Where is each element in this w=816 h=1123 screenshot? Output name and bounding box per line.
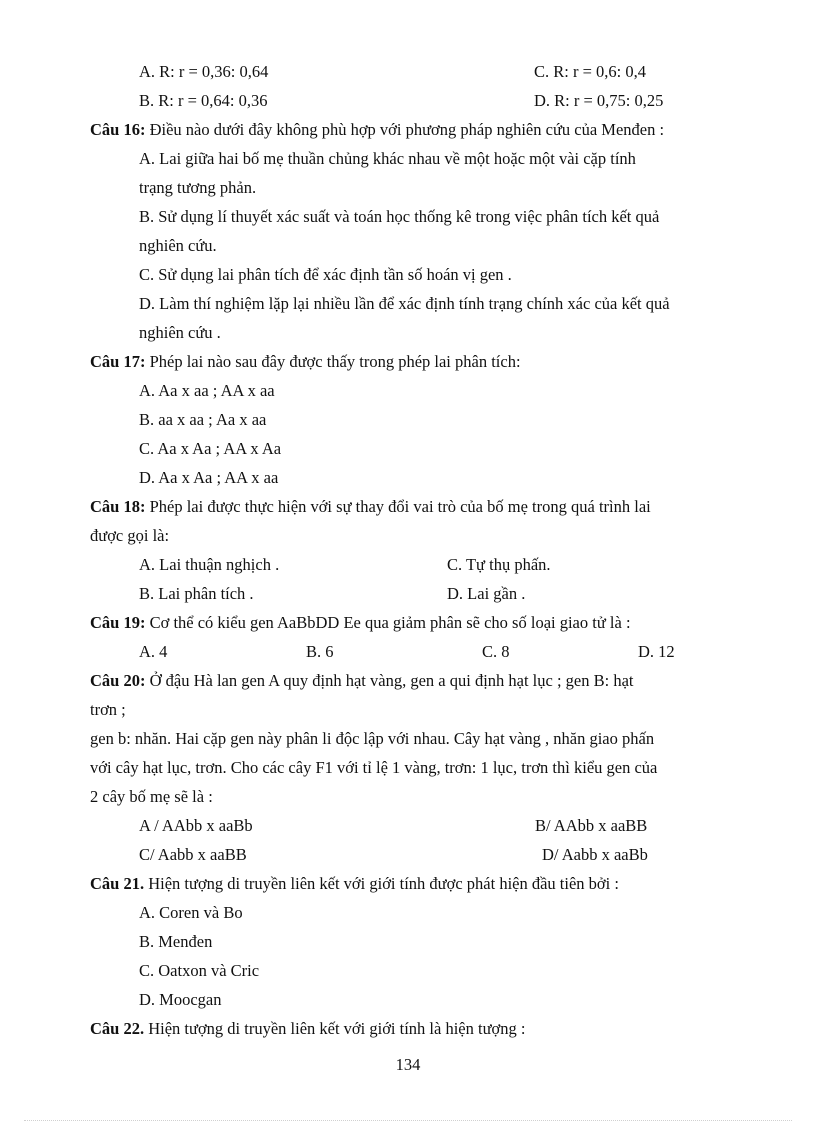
q18-option-b: B. Lai phân tích . (139, 584, 254, 603)
q17-text: Phép lai nào sau đây được thấy trong phép lai phân tích: (145, 352, 521, 371)
q18-option-a: A. Lai thuận nghịch . (139, 555, 280, 574)
q17-option-a: A. Aa x aa ; AA x aa (139, 381, 275, 400)
q16-option-a-line2: trạng tương phản. (139, 178, 257, 197)
q19-option-a: A. 4 (139, 642, 168, 661)
q15-option-d: D. R: r = 0,75: 0,25 (534, 91, 664, 110)
q18-option-c: C. Tự thụ phấn. (447, 555, 551, 574)
q19-number: Câu 19: (90, 613, 146, 632)
q20-option-a: A / AAbb x aaBb (139, 816, 253, 835)
q19-text: Cơ thể có kiểu gen AaBbDD Ee qua giảm phân sẽ cho số loại giao tử là : (145, 613, 631, 632)
q22-text: Hiện tượng di truyền liên kết với giới tính là hiện tượng : (144, 1019, 526, 1038)
q19-option-b: B. 6 (306, 642, 334, 661)
q20-option-d: D/ Aabb x aaBb (542, 845, 648, 864)
q20-option-c: C/ Aabb x aaBB (139, 845, 247, 864)
q16-option-a-line1: A. Lai giữa hai bố mẹ thuần chủng khác nhau về một hoặc một vài cặp tính (139, 149, 636, 168)
q17-option-c: C. Aa x Aa ; AA x Aa (139, 439, 282, 458)
q19-stem (90, 613, 631, 633)
q21-option-d: D. Moocgan (139, 990, 222, 1009)
q21-option-c: C. Oatxon và Cric (139, 961, 260, 980)
page-number: 134 (395, 1055, 421, 1074)
q20-text-line1: Ở đậu Hà lan gen A quy định hạt vàng, gen a qui định hạt lục ; gen B: hạt (145, 671, 634, 690)
q18-text-line1: Phép lai được thực hiện với sự thay đổi vai trò của bố mẹ trong quá trình lai (145, 497, 651, 516)
q16-option-b-line2: nghiên cứu. (139, 236, 217, 255)
q21-stem (90, 874, 619, 894)
q21-number: Câu 21. (90, 874, 145, 893)
q21-text: Hiện tượng di truyền liên kết với giới tính được phát hiện đầu tiên bởi : (144, 874, 619, 893)
q15-option-c: C. R: r = 0,6: 0,4 (534, 62, 646, 81)
q18-text-line2: được gọi là: (90, 526, 170, 545)
q15-option-b: B. R: r = 0,64: 0,36 (139, 91, 268, 110)
q20-option-b: B/ AAbb x aaBB (535, 816, 648, 835)
q16-number: Câu 16: (90, 120, 146, 139)
q16-stem (90, 120, 664, 140)
q17-option-b: B. aa x aa ; Aa x aa (139, 410, 267, 429)
q21-option-a: A. Coren và Bo (139, 903, 243, 922)
q18-option-d: D. Lai gần . (447, 584, 526, 603)
q20-stem (90, 671, 634, 691)
q16-option-d-line1: D. Làm thí nghiệm lặp lại nhiều lần để xác định tính trạng chính xác của kết quả (139, 294, 670, 313)
q16-option-c: C. Sử dụng lai phân tích để xác định tần số hoán vị gen . (139, 265, 512, 284)
q22-number: Câu 22. (90, 1019, 145, 1038)
q21-option-b: B. Menđen (139, 932, 213, 951)
q19-option-d: D. 12 (638, 642, 675, 661)
q20-number: Câu 20: (90, 671, 146, 690)
q17-option-d: D. Aa x Aa ; AA x aa (139, 468, 279, 487)
q17-number: Câu 17: (90, 352, 146, 371)
q20-text-line5: 2 cây bố mẹ sẽ là : (90, 787, 213, 806)
q18-stem (90, 497, 651, 517)
q16-option-b-line1: B. Sử dụng lí thuyết xác suất và toán học thống kê trong việc phân tích kết quả (139, 207, 660, 226)
q15-option-a: A. R: r = 0,36: 0,64 (139, 62, 269, 81)
q17-stem (90, 352, 521, 372)
q18-number: Câu 18: (90, 497, 146, 516)
q22-stem (90, 1019, 525, 1039)
q20-text-line2: trơn ; (90, 700, 126, 719)
q20-text-line4: với cây hạt lục, trơn. Cho các cây F1 với tỉ lệ 1 vàng, trơn: 1 lục, trơn thì kiểu gen của (90, 758, 658, 777)
q16-text: Điều nào dưới đây không phù hợp với phương pháp nghiên cứu của Menđen : (145, 120, 665, 139)
q19-option-c: C. 8 (482, 642, 510, 661)
q16-option-d-line2: nghiên cứu . (139, 323, 221, 342)
q20-text-line3: gen b: nhăn. Hai cặp gen này phân li độc lập với nhau. Cây hạt vàng , nhăn giao phấn (90, 729, 655, 748)
page-bottom-divider (24, 1120, 792, 1121)
